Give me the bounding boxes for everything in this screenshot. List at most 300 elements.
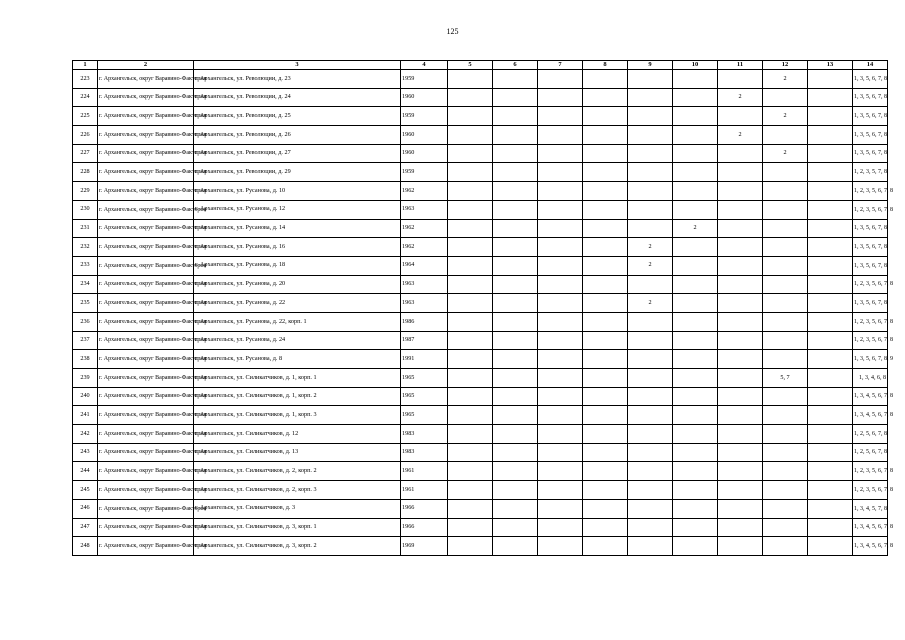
cell-col-8: [583, 126, 628, 145]
cell-col-12: [763, 312, 808, 331]
cell-address: г. Архангельск, ул. Русанова, д. 24: [194, 331, 401, 350]
cell-col-11: [718, 182, 763, 201]
cell-col-5: [448, 126, 493, 145]
cell-col-13: [808, 200, 853, 219]
cell-address: г. Архангельск, ул. Революции, д. 26: [194, 126, 401, 145]
cell-col-11: [718, 312, 763, 331]
cell-year: 1983: [401, 443, 448, 462]
cell-number: 241: [73, 406, 98, 425]
cell-year: 1959: [401, 107, 448, 126]
cell-col-10: [673, 443, 718, 462]
cell-number: 243: [73, 443, 98, 462]
table-row: [73, 518, 888, 537]
cell-col-13: [808, 499, 853, 518]
cell-codes: 1, 3, 5, 6, 7, 8: [853, 238, 888, 257]
cell-codes: 1, 3, 4, 5, 6, 7, 8: [853, 406, 888, 425]
cell-col-13: [808, 443, 853, 462]
column-header: 8: [583, 61, 628, 70]
cell-col-11: [718, 350, 763, 369]
cell-col-8: [583, 387, 628, 406]
table-row: [73, 312, 888, 331]
cell-codes: 1, 3, 5, 6, 7, 8, 9: [853, 350, 888, 369]
cell-col-13: [808, 238, 853, 257]
cell-col-12: [763, 238, 808, 257]
cell-col-9: 2: [628, 238, 673, 257]
cell-address: г. Архангельск, ул. Русанова, д. 12: [194, 200, 401, 219]
cell-col-11: [718, 238, 763, 257]
cell-codes: 1, 3, 5, 6, 7, 8: [853, 70, 888, 89]
cell-address: г. Архангельск, ул. Силикатчиков, д. 2, корп. 2: [194, 462, 401, 481]
cell-col-12: [763, 331, 808, 350]
cell-col-12: [763, 256, 808, 275]
cell-col-5: [448, 182, 493, 201]
cell-col-5: [448, 350, 493, 369]
column-header: 13: [808, 61, 853, 70]
cell-col-5: [448, 331, 493, 350]
cell-district: г. Архангельск, округ Варавино-Фактория: [98, 369, 194, 388]
cell-address: г. Архангельск, ул. Силикатчиков, д. 3: [194, 499, 401, 518]
cell-col-11: 2: [718, 126, 763, 145]
cell-year: 1991: [401, 350, 448, 369]
cell-col-12: 2: [763, 70, 808, 89]
cell-address: г. Архангельск, ул. Русанова, д. 8: [194, 350, 401, 369]
cell-col-11: [718, 256, 763, 275]
cell-number: 228: [73, 163, 98, 182]
cell-col-12: [763, 200, 808, 219]
cell-col-6: [493, 462, 538, 481]
cell-codes: 1, 2, 3, 5, 6, 7, 8: [853, 331, 888, 350]
cell-district: г. Архангельск, округ Варавино-Фактория: [98, 144, 194, 163]
cell-year: 1963: [401, 275, 448, 294]
cell-col-12: [763, 462, 808, 481]
cell-year: 1965: [401, 406, 448, 425]
cell-year: 1962: [401, 238, 448, 257]
cell-col-5: [448, 163, 493, 182]
cell-address: г. Архангельск, ул. Силикатчиков, д. 1, корп. 1: [194, 369, 401, 388]
cell-col-10: [673, 312, 718, 331]
cell-col-5: [448, 312, 493, 331]
cell-col-5: [448, 537, 493, 556]
cell-col-6: [493, 256, 538, 275]
column-header: 14: [853, 61, 888, 70]
cell-number: 230: [73, 200, 98, 219]
cell-col-5: [448, 238, 493, 257]
cell-col-10: [673, 275, 718, 294]
cell-col-10: [673, 481, 718, 500]
cell-col-8: [583, 518, 628, 537]
cell-col-9: [628, 369, 673, 388]
cell-col-13: [808, 462, 853, 481]
cell-col-7: [538, 182, 583, 201]
cell-district: г. Архангельск, округ Варавино-Фактория: [98, 275, 194, 294]
cell-number: 236: [73, 312, 98, 331]
cell-col-11: [718, 200, 763, 219]
cell-col-11: [718, 369, 763, 388]
cell-col-12: [763, 219, 808, 238]
table-row: [73, 481, 888, 500]
cell-col-7: [538, 219, 583, 238]
cell-col-7: [538, 406, 583, 425]
column-header: 6: [493, 61, 538, 70]
cell-col-10: [673, 537, 718, 556]
cell-number: 234: [73, 275, 98, 294]
cell-col-6: [493, 88, 538, 107]
cell-col-6: [493, 182, 538, 201]
cell-col-6: [493, 481, 538, 500]
cell-col-6: [493, 369, 538, 388]
cell-address: г. Архангельск, ул. Силикатчиков, д. 1, корп. 2: [194, 387, 401, 406]
cell-col-5: [448, 406, 493, 425]
cell-col-8: [583, 182, 628, 201]
cell-district: г. Архангельск, округ Варавино-Фактория: [98, 163, 194, 182]
cell-codes: 1, 3, 4, 5, 6, 7, 8: [853, 537, 888, 556]
cell-district: г. Архангельск, округ Варавино-Фактория: [98, 107, 194, 126]
cell-col-7: [538, 70, 583, 89]
cell-address: г. Архангельск, ул. Революции, д. 29: [194, 163, 401, 182]
cell-col-5: [448, 443, 493, 462]
cell-year: 1963: [401, 200, 448, 219]
cell-codes: 1, 2, 3, 5, 7, 8: [853, 163, 888, 182]
column-header: 5: [448, 61, 493, 70]
cell-year: 1962: [401, 219, 448, 238]
cell-col-10: [673, 126, 718, 145]
cell-col-10: [673, 238, 718, 257]
cell-col-7: [538, 88, 583, 107]
cell-col-9: [628, 387, 673, 406]
cell-col-10: [673, 144, 718, 163]
cell-col-13: [808, 518, 853, 537]
cell-codes: 1, 3, 4, 5, 6, 7, 8: [853, 387, 888, 406]
table-row: [73, 126, 888, 145]
column-header: 10: [673, 61, 718, 70]
cell-col-6: [493, 163, 538, 182]
cell-number: 247: [73, 518, 98, 537]
cell-col-10: [673, 182, 718, 201]
table-row: [73, 462, 888, 481]
cell-codes: 1, 2, 3, 5, 6, 7, 8: [853, 200, 888, 219]
cell-col-11: [718, 219, 763, 238]
cell-col-8: [583, 406, 628, 425]
cell-col-9: [628, 537, 673, 556]
cell-col-6: [493, 107, 538, 126]
cell-col-7: [538, 331, 583, 350]
cell-col-10: [673, 163, 718, 182]
cell-number: 235: [73, 294, 98, 313]
cell-col-9: [628, 219, 673, 238]
cell-col-7: [538, 126, 583, 145]
cell-codes: 1, 3, 5, 6, 7, 8: [853, 126, 888, 145]
cell-col-7: [538, 462, 583, 481]
cell-col-6: [493, 294, 538, 313]
cell-district: г. Архангельск, округ Варавино-Фактория: [98, 238, 194, 257]
cell-address: г. Архангельск, ул. Силикатчиков, д. 13: [194, 443, 401, 462]
cell-col-12: [763, 481, 808, 500]
column-header: 3: [194, 61, 401, 70]
cell-col-6: [493, 144, 538, 163]
cell-col-8: [583, 70, 628, 89]
cell-col-6: [493, 275, 538, 294]
cell-col-8: [583, 443, 628, 462]
cell-codes: 1, 2, 3, 5, 6, 7, 8: [853, 182, 888, 201]
cell-col-6: [493, 499, 538, 518]
cell-number: 237: [73, 331, 98, 350]
cell-col-9: [628, 275, 673, 294]
cell-year: 1965: [401, 369, 448, 388]
cell-col-12: [763, 88, 808, 107]
cell-codes: 1, 3, 5, 6, 7, 8: [853, 107, 888, 126]
cell-col-9: [628, 425, 673, 444]
cell-number: 248: [73, 537, 98, 556]
cell-codes: 1, 3, 4, 6, 8: [853, 369, 888, 388]
table-row: [73, 182, 888, 201]
cell-col-5: [448, 219, 493, 238]
cell-col-6: [493, 331, 538, 350]
cell-col-13: [808, 219, 853, 238]
cell-col-10: [673, 107, 718, 126]
cell-col-10: [673, 200, 718, 219]
cell-year: 1960: [401, 88, 448, 107]
cell-district: г. Архангельск, округ Варавино-Фактория: [98, 406, 194, 425]
cell-district: г. Архангельск, округ Варавино-Фактория: [98, 443, 194, 462]
cell-col-10: 2: [673, 219, 718, 238]
table-row: [73, 163, 888, 182]
cell-district: г. Архангельск, округ Варавино-Фактория: [98, 182, 194, 201]
cell-col-13: [808, 88, 853, 107]
cell-col-7: [538, 238, 583, 257]
cell-col-12: [763, 275, 808, 294]
cell-col-11: [718, 294, 763, 313]
table-row: [73, 275, 888, 294]
cell-col-8: [583, 481, 628, 500]
cell-col-7: [538, 443, 583, 462]
cell-col-13: [808, 369, 853, 388]
cell-col-8: [583, 331, 628, 350]
cell-col-7: [538, 275, 583, 294]
cell-number: 232: [73, 238, 98, 257]
cell-col-11: [718, 163, 763, 182]
cell-col-5: [448, 462, 493, 481]
cell-col-8: [583, 369, 628, 388]
cell-col-9: [628, 200, 673, 219]
cell-col-13: [808, 294, 853, 313]
cell-col-6: [493, 200, 538, 219]
cell-col-13: [808, 182, 853, 201]
table-row: [73, 350, 888, 369]
cell-col-9: 2: [628, 294, 673, 313]
cell-number: 246: [73, 499, 98, 518]
cell-district: г. Архангельск, округ Варавино-Фактория: [98, 312, 194, 331]
cell-address: г. Архангельск, ул. Силикатчиков, д. 2, корп. 3: [194, 481, 401, 500]
cell-col-7: [538, 369, 583, 388]
column-header: 11: [718, 61, 763, 70]
cell-col-8: [583, 425, 628, 444]
cell-district: г. Архангельск, округ Варавино-Фактория: [98, 387, 194, 406]
cell-address: г. Архангельск, ул. Русанова, д. 22, корп. 1: [194, 312, 401, 331]
cell-col-10: [673, 387, 718, 406]
cell-number: 229: [73, 182, 98, 201]
cell-codes: 1, 3, 4, 5, 6, 7, 8: [853, 518, 888, 537]
cell-year: 1966: [401, 499, 448, 518]
column-header: 1: [73, 61, 98, 70]
cell-col-8: [583, 499, 628, 518]
table-row: [73, 499, 888, 518]
cell-year: 1983: [401, 425, 448, 444]
cell-col-8: [583, 107, 628, 126]
cell-col-11: [718, 518, 763, 537]
cell-col-9: [628, 107, 673, 126]
cell-address: г. Архангельск, ул. Силикатчиков, д. 12: [194, 425, 401, 444]
cell-number: 227: [73, 144, 98, 163]
cell-year: 1960: [401, 144, 448, 163]
cell-col-8: [583, 238, 628, 257]
cell-address: г. Архангельск, ул. Силикатчиков, д. 3, корп. 2: [194, 537, 401, 556]
cell-col-9: [628, 350, 673, 369]
cell-col-10: [673, 369, 718, 388]
cell-col-7: [538, 163, 583, 182]
cell-col-12: [763, 443, 808, 462]
cell-col-10: [673, 406, 718, 425]
cell-col-6: [493, 518, 538, 537]
cell-col-12: [763, 425, 808, 444]
cell-district: г. Архангельск, округ Варавино-Фактория: [98, 219, 194, 238]
cell-col-13: [808, 126, 853, 145]
cell-col-13: [808, 425, 853, 444]
cell-col-6: [493, 443, 538, 462]
cell-col-10: [673, 294, 718, 313]
table-row: [73, 107, 888, 126]
table-row: [73, 238, 888, 257]
cell-district: г. Архангельск, округ Варавино-Фактория: [98, 126, 194, 145]
cell-district: г. Архангельск, округ Варавино-Фактория: [98, 537, 194, 556]
column-header: 9: [628, 61, 673, 70]
cell-col-6: [493, 537, 538, 556]
cell-number: 239: [73, 369, 98, 388]
cell-year: 1961: [401, 481, 448, 500]
cell-col-7: [538, 107, 583, 126]
cell-number: 226: [73, 126, 98, 145]
cell-district: г. Архангельск, округ Варавино-Фактория: [98, 331, 194, 350]
cell-year: 1959: [401, 70, 448, 89]
cell-col-11: [718, 331, 763, 350]
cell-col-6: [493, 219, 538, 238]
cell-col-6: [493, 70, 538, 89]
table-row: [73, 219, 888, 238]
cell-col-11: [718, 443, 763, 462]
cell-col-13: [808, 406, 853, 425]
cell-col-8: [583, 144, 628, 163]
table-body: [73, 70, 893, 556]
cell-col-13: [808, 350, 853, 369]
table-row: [73, 88, 888, 107]
cell-col-6: [493, 425, 538, 444]
cell-col-13: [808, 107, 853, 126]
cell-number: 224: [73, 88, 98, 107]
cell-address: г. Архангельск, ул. Русанова, д. 22: [194, 294, 401, 313]
cell-year: 1966: [401, 518, 448, 537]
cell-col-13: [808, 144, 853, 163]
cell-address: г. Архангельск, ул. Силикатчиков, д. 3, корп. 1: [194, 518, 401, 537]
cell-codes: 1, 2, 5, 6, 7, 8: [853, 425, 888, 444]
cell-district: г. Архангельск, округ Варавино-Фактория: [98, 499, 194, 518]
cell-number: 240: [73, 387, 98, 406]
cell-col-12: [763, 163, 808, 182]
cell-col-8: [583, 200, 628, 219]
cell-district: г. Архангельск, округ Варавино-Фактория: [98, 200, 194, 219]
cell-district: г. Архангельск, округ Варавино-Фактория: [98, 481, 194, 500]
cell-col-6: [493, 350, 538, 369]
cell-col-7: [538, 425, 583, 444]
cell-col-12: [763, 537, 808, 556]
cell-col-11: [718, 70, 763, 89]
cell-col-13: [808, 331, 853, 350]
cell-col-13: [808, 387, 853, 406]
cell-col-12: [763, 406, 808, 425]
cell-col-7: [538, 312, 583, 331]
cell-number: 245: [73, 481, 98, 500]
cell-number: 238: [73, 350, 98, 369]
cell-col-5: [448, 88, 493, 107]
cell-col-11: [718, 481, 763, 500]
table-row: [73, 294, 888, 313]
cell-codes: 1, 2, 3, 5, 6, 7, 8: [853, 312, 888, 331]
cell-year: 1959: [401, 163, 448, 182]
cell-col-7: [538, 499, 583, 518]
cell-col-12: [763, 350, 808, 369]
cell-col-11: [718, 387, 763, 406]
cell-address: г. Архангельск, ул. Русанова, д. 10: [194, 182, 401, 201]
column-header: 4: [401, 61, 448, 70]
cell-col-10: [673, 425, 718, 444]
cell-col-9: [628, 443, 673, 462]
cell-col-9: [628, 331, 673, 350]
cell-col-12: [763, 518, 808, 537]
table-row: [73, 425, 888, 444]
cell-district: г. Архангельск, округ Варавино-Фактория: [98, 462, 194, 481]
cell-address: г. Архангельск, ул. Русанова, д. 14: [194, 219, 401, 238]
cell-col-11: 2: [718, 88, 763, 107]
cell-col-5: [448, 144, 493, 163]
cell-col-8: [583, 294, 628, 313]
cell-col-13: [808, 481, 853, 500]
cell-col-13: [808, 163, 853, 182]
cell-col-11: [718, 462, 763, 481]
cell-col-10: [673, 70, 718, 89]
cell-col-10: [673, 518, 718, 537]
cell-col-12: [763, 499, 808, 518]
column-header: 12: [763, 61, 808, 70]
cell-codes: 1, 3, 5, 6, 7, 8: [853, 256, 888, 275]
cell-year: 1964: [401, 256, 448, 275]
cell-district: г. Архангельск, округ Варавино-Фактория: [98, 350, 194, 369]
cell-number: 244: [73, 462, 98, 481]
cell-col-12: [763, 387, 808, 406]
cell-col-8: [583, 219, 628, 238]
cell-codes: 1, 3, 5, 6, 7, 8: [853, 294, 888, 313]
cell-col-13: [808, 275, 853, 294]
cell-district: г. Архангельск, округ Варавино-Фактория: [98, 88, 194, 107]
cell-col-7: [538, 256, 583, 275]
cell-district: г. Архангельск, округ Варавино-Фактория: [98, 70, 194, 89]
cell-codes: 1, 3, 5, 6, 7, 8: [853, 144, 888, 163]
cell-codes: 1, 2, 3, 5, 6, 7, 8: [853, 462, 888, 481]
cell-col-7: [538, 350, 583, 369]
cell-col-12: 2: [763, 144, 808, 163]
cell-col-13: [808, 70, 853, 89]
cell-col-7: [538, 144, 583, 163]
column-header: 2: [98, 61, 194, 70]
cell-col-11: [718, 499, 763, 518]
cell-codes: 1, 2, 3, 5, 6, 7, 8: [853, 275, 888, 294]
